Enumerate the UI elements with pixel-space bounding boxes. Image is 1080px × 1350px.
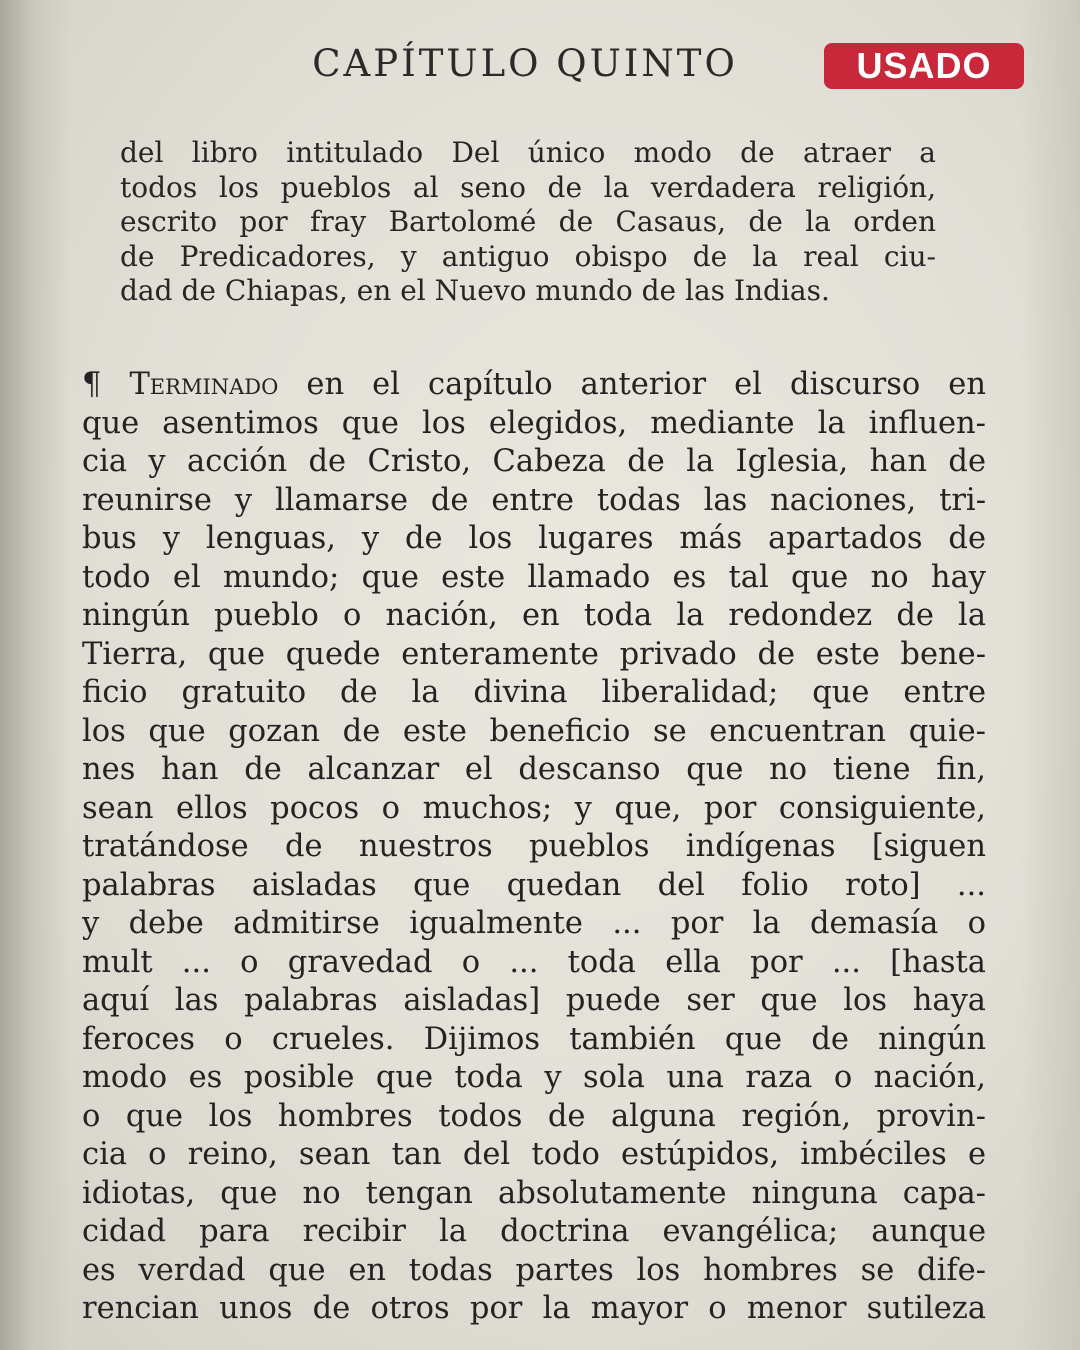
body-line: cia o reino, sean tan del todo estúpidos, imbéciles e (82, 1137, 986, 1172)
body-line: tratándose de nuestros pueblos indígenas [siguen (82, 829, 986, 864)
body-line: feroces o crueles. Dijimos también que de ningún (82, 1021, 986, 1057)
body-line: que asentimos que los elegidos, mediante la influen- (82, 405, 986, 441)
body-line: modo es posible que toda y sola una raza o nación, (82, 1060, 986, 1095)
chapter-intro (120, 136, 936, 309)
body-line: idiotas, que no tengan absolutamente ninguna capa- (82, 1175, 986, 1211)
pilcrow-mark: ¶ (82, 367, 102, 402)
intro-line: de Predicadores, y antiguo obispo de la real ciu- (120, 239, 936, 273)
body-line: y debe admitirse igualmente ... por la demasía o (82, 906, 986, 941)
body-line: es verdad que en todas partes los hombres se dife- (82, 1252, 986, 1288)
body-line: sean ellos pocos o muchos; y que, por consiguiente, (82, 790, 986, 826)
body-line: o que los hombres todos de alguna región, provin- (82, 1098, 986, 1134)
intro-line: dad de Chiapas, en el Nuevo mundo de las Indias. (120, 274, 830, 308)
body-line: nes han de alcanzar el descanso que no tiene fin, (82, 752, 986, 787)
body-line: aquí las palabras aisladas] puede ser que los haya (82, 983, 986, 1018)
body-line: bus y lenguas, y de los lugares más apartados de (82, 521, 986, 556)
intro-line: del libro intitulado Del único modo de atraer a (120, 136, 936, 169)
body-line: ningún pueblo o nación, en toda la redondez de la (82, 598, 986, 633)
intro-line: escrito por fray Bartolomé de Casaus, de la orden (120, 205, 936, 239)
body-line: Tierra, que quede enteramente privado de este bene- (82, 636, 986, 672)
body-line: cia y acción de Cristo, Cabeza de la Iglesia, han de (82, 444, 986, 479)
used-badge: USADO (824, 43, 1024, 89)
page-edge-shadow (1020, 0, 1080, 1350)
body-line: los que gozan de este beneficio se encuentran quie- (82, 713, 986, 749)
body-line: todo el mundo; que este llamado es tal que no hay (82, 559, 986, 595)
chapter-title: CAPÍTULO QUINTO (312, 42, 738, 85)
intro-line: todos los pueblos al seno de la verdadera religión, (120, 170, 936, 204)
body-line: rencian unos de otros por la mayor o menor sutileza (82, 1291, 986, 1326)
body-line: ficio gratuito de la divina liberalidad; que entre (82, 675, 986, 710)
opening-word: Terminado (129, 367, 279, 402)
first-line-text: en el capítulo anterior el discurso en (306, 367, 986, 402)
body-line: palabras aisladas que quedan del folio roto] ... (82, 867, 986, 903)
body-paragraph (82, 366, 986, 1329)
body-line: mult ... o gravedad o ... toda ella por ... [hasta (82, 944, 986, 980)
body-first-line (82, 366, 986, 405)
body-line: reunirse y llamarse de entre todas las naciones, tri- (82, 482, 986, 518)
gutter-shadow (0, 0, 70, 1350)
body-line: cidad para recibir la doctrina evangélica; aunque (82, 1214, 986, 1249)
